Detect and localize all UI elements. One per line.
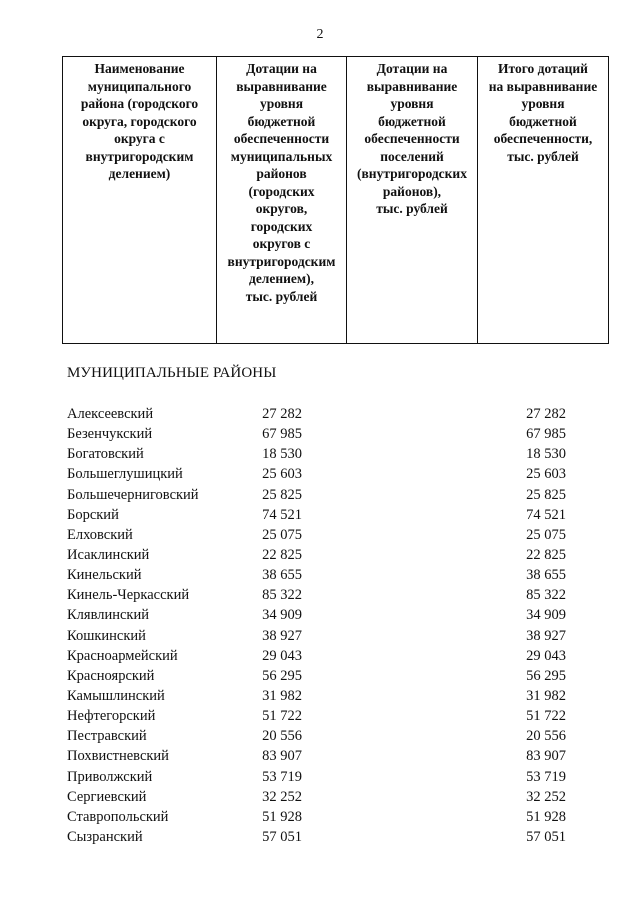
district-subsidy-value: 74 521 xyxy=(262,506,302,523)
district-subsidy-value: 27 282 xyxy=(262,406,302,422)
table-row xyxy=(0,585,640,605)
table-row xyxy=(0,565,640,585)
header-district-subsidies: Дотации на выравнивание уровня бюджетной обеспеченности муниципальных районов (городских округов, городских округов с внутригородским делением), тыс. рублей xyxy=(217,57,347,344)
table-row xyxy=(0,605,640,625)
table-row xyxy=(0,807,640,827)
total-subsidy-value: 53 719 xyxy=(526,768,566,785)
municipality-name: Красноармейский xyxy=(67,647,178,664)
district-subsidy-value: 18 530 xyxy=(262,446,302,463)
district-subsidy-value: 38 927 xyxy=(262,627,302,644)
table-row xyxy=(0,424,640,444)
district-subsidy-value: 34 909 xyxy=(262,607,302,624)
municipality-name: Ставропольский xyxy=(67,808,169,825)
district-subsidy-value: 53 719 xyxy=(262,768,302,785)
municipality-name: Кинельский xyxy=(67,567,142,584)
municipality-name: Елховский xyxy=(67,526,133,543)
total-subsidy-value: 25 075 xyxy=(526,526,566,543)
municipality-name: Камышлинский xyxy=(67,687,165,704)
municipality-name: Борский xyxy=(67,506,119,523)
municipality-name: Кошкинский xyxy=(67,627,146,644)
municipality-name: Алексеевский xyxy=(67,406,154,422)
header-row xyxy=(63,57,609,344)
district-subsidy-value: 51 928 xyxy=(262,808,302,825)
column-header-table xyxy=(62,56,609,344)
municipality-name: Богатовский xyxy=(67,446,144,463)
total-subsidy-value: 27 282 xyxy=(526,406,566,422)
total-subsidy-value: 85 322 xyxy=(526,587,566,604)
table-row xyxy=(0,706,640,726)
table-row xyxy=(0,686,640,706)
district-subsidy-value: 25 603 xyxy=(262,466,302,483)
table-row xyxy=(0,827,640,847)
district-subsidy-value: 51 722 xyxy=(262,708,302,725)
total-subsidy-value: 20 556 xyxy=(526,728,566,745)
district-subsidy-value: 85 322 xyxy=(262,587,302,604)
total-subsidy-value: 32 252 xyxy=(526,788,566,805)
municipality-name: Похвистневский xyxy=(67,748,169,765)
table-row xyxy=(0,726,640,746)
total-subsidy-value: 25 603 xyxy=(526,466,566,483)
table-row xyxy=(0,767,640,787)
table-row xyxy=(0,485,640,505)
total-subsidy-value: 38 927 xyxy=(526,627,566,644)
table-row xyxy=(0,444,640,464)
header-settlement-subsidies: Дотации на выравнивание уровня бюджетной обеспеченности поселений (внутригородских районов), тыс. рублей xyxy=(347,57,478,344)
district-subsidy-value: 56 295 xyxy=(262,667,302,684)
municipality-name: Сызранский xyxy=(67,828,143,845)
total-subsidy-value: 51 928 xyxy=(526,808,566,825)
municipality-name: Красноярский xyxy=(67,667,155,684)
total-subsidy-value: 74 521 xyxy=(526,506,566,523)
total-subsidy-value: 18 530 xyxy=(526,446,566,463)
district-subsidy-value: 38 655 xyxy=(262,567,302,584)
municipality-name: Нефтегорский xyxy=(67,708,156,725)
header-municipality-name: Наименование муниципального района (городского округа, городского округа с внутригородским делением) xyxy=(63,57,217,344)
total-subsidy-value: 67 985 xyxy=(526,426,566,443)
municipal-districts-list xyxy=(0,404,640,847)
table-row xyxy=(0,545,640,565)
municipality-name: Большеглушицкий xyxy=(67,466,183,483)
district-subsidy-value: 20 556 xyxy=(262,728,302,745)
district-subsidy-value: 57 051 xyxy=(262,828,302,845)
total-subsidy-value: 57 051 xyxy=(526,828,566,845)
district-subsidy-value: 31 982 xyxy=(262,687,302,704)
district-subsidy-value: 25 075 xyxy=(262,526,302,543)
municipality-name: Пестравский xyxy=(67,728,147,745)
page-number: 2 xyxy=(316,27,324,42)
header-total-subsidies: Итого дотаций на выравнивание уровня бюджетной обеспеченности, тыс. рублей xyxy=(478,57,609,344)
total-subsidy-value: 22 825 xyxy=(526,546,566,563)
table-row xyxy=(0,404,640,424)
district-subsidy-value: 25 825 xyxy=(262,486,302,503)
municipality-name: Большечерниговский xyxy=(67,486,199,503)
municipality-name: Приволжский xyxy=(67,768,153,785)
table-row xyxy=(0,666,640,686)
district-subsidy-value: 22 825 xyxy=(262,546,302,563)
municipality-name: Клявлинский xyxy=(67,607,149,624)
total-subsidy-value: 38 655 xyxy=(526,567,566,584)
district-subsidy-value: 29 043 xyxy=(262,647,302,664)
municipality-name: Сергиевский xyxy=(67,788,147,805)
total-subsidy-value: 83 907 xyxy=(526,748,566,765)
total-subsidy-value: 34 909 xyxy=(526,607,566,624)
municipality-name: Безенчукский xyxy=(67,426,153,443)
table-row xyxy=(0,646,640,666)
total-subsidy-value: 25 825 xyxy=(526,486,566,503)
total-subsidy-value: 56 295 xyxy=(526,667,566,684)
municipality-name: Кинель-Черкасский xyxy=(67,587,190,604)
district-subsidy-value: 32 252 xyxy=(262,788,302,805)
table-row xyxy=(0,505,640,525)
table-row xyxy=(0,464,640,484)
table-row xyxy=(0,787,640,807)
total-subsidy-value: 31 982 xyxy=(526,687,566,704)
table-row xyxy=(0,746,640,766)
total-subsidy-value: 29 043 xyxy=(526,647,566,664)
district-subsidy-value: 67 985 xyxy=(262,426,302,443)
table-row xyxy=(0,525,640,545)
district-subsidy-value: 83 907 xyxy=(262,748,302,765)
municipality-name: Исаклинский xyxy=(67,546,150,563)
section-title: МУНИЦИПАЛЬНЫЕ РАЙОНЫ xyxy=(67,365,277,381)
total-subsidy-value: 51 722 xyxy=(526,708,566,725)
table-row xyxy=(0,626,640,646)
